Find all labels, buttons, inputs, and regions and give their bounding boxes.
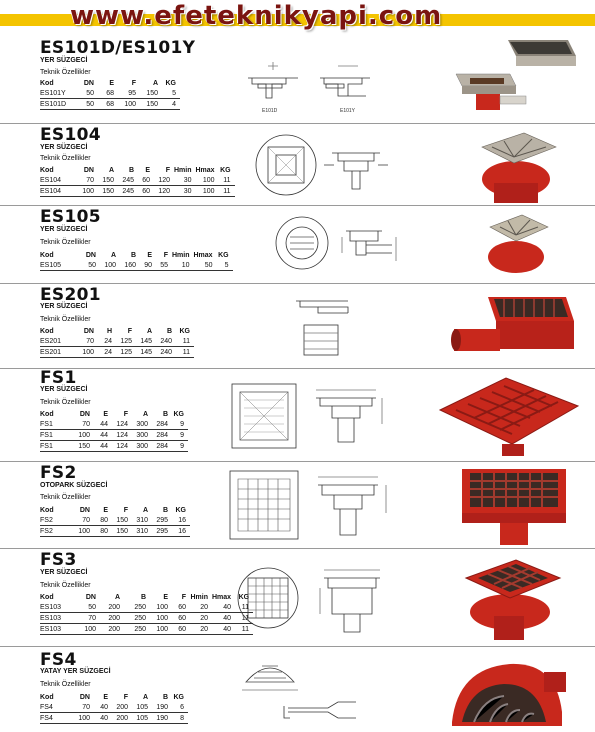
specs-label: Teknik Özellikler (40, 155, 91, 162)
table-cell: 284 (152, 419, 172, 430)
table-cell: FS1 (40, 430, 74, 441)
table-cell: FS2 (40, 515, 74, 526)
table-cell: 250 (124, 624, 150, 635)
col-header: KG (220, 167, 231, 174)
table-row (40, 526, 190, 537)
table-cell: ES101Y (40, 88, 78, 99)
table-cell: 55 (156, 260, 172, 271)
product-section-fs4 (0, 646, 595, 732)
table-cell: 44 (94, 419, 112, 430)
spec-table-header (40, 593, 253, 602)
table-cell: 9 (172, 441, 188, 452)
table-cell: 100 (196, 186, 219, 197)
col-header: KG (173, 411, 184, 418)
table-cell: 250 (124, 613, 150, 624)
spec-table (40, 593, 253, 635)
table-cell: 145 (136, 347, 156, 358)
product-photo (448, 38, 578, 120)
table-cell: 150 (140, 88, 162, 99)
table-row (40, 515, 190, 526)
table-cell: FS4 (40, 713, 74, 724)
col-header: DN (79, 694, 90, 701)
table-row (40, 430, 188, 441)
table-cell: 295 (152, 515, 172, 526)
product-photo (434, 372, 584, 458)
table-row (40, 99, 180, 110)
table-cell: 11 (235, 613, 253, 624)
table-cell: FS1 (40, 441, 74, 452)
specs-label: Teknik Özellikler (40, 681, 91, 688)
col-header: Kod (40, 507, 54, 514)
product-code: FS3 (40, 550, 77, 570)
table-row (40, 624, 253, 635)
table-cell: 11 (219, 186, 235, 197)
col-header: A (142, 507, 148, 514)
table-cell: 60 (172, 602, 190, 613)
table-cell: 190 (152, 713, 172, 724)
col-header: DN (79, 411, 90, 418)
col-header: A (110, 252, 116, 259)
table-cell: 100 (118, 99, 140, 110)
table-cell: 40 (94, 713, 112, 724)
table-cell: 24 (98, 336, 116, 347)
col-header: F (131, 80, 136, 87)
col-header: E (163, 594, 168, 601)
col-header: E (145, 167, 150, 174)
table-cell: 60 (138, 186, 154, 197)
table-cell: 60 (138, 175, 154, 186)
table-cell: 20 (190, 602, 212, 613)
col-header: B (166, 328, 172, 335)
product-section-es104 (0, 123, 595, 205)
table-cell: 150 (74, 441, 94, 452)
table-row (40, 613, 253, 624)
product-section-es101 (0, 38, 595, 123)
page-header (0, 0, 595, 38)
table-cell: 150 (98, 175, 118, 186)
specs-label: Teknik Özellikler (40, 582, 91, 589)
drawing-label: E101Y (340, 108, 356, 114)
table-cell: 100 (100, 260, 120, 271)
table-cell: 95 (118, 88, 140, 99)
table-cell: 150 (112, 526, 132, 537)
table-cell: 145 (136, 336, 156, 347)
table-cell: 70 (74, 419, 94, 430)
table-cell: 11 (219, 175, 235, 186)
table-cell: 40 (212, 613, 235, 624)
table-cell: 105 (132, 713, 152, 724)
table-cell: 8 (172, 713, 188, 724)
table-cell: 70 (78, 175, 98, 186)
table-cell: 60 (172, 624, 190, 635)
section-divider (0, 368, 595, 369)
col-header: Kod (40, 328, 54, 335)
table-cell: 16 (172, 526, 190, 537)
spec-table-header (40, 410, 188, 419)
section-divider (0, 646, 595, 647)
col-header: Kod (40, 252, 54, 259)
col-header: KG (175, 507, 186, 514)
product-code: ES105 (40, 207, 101, 227)
col-header: F (123, 694, 128, 701)
table-cell: 295 (152, 526, 172, 537)
table-cell: 245 (118, 186, 138, 197)
spec-table-header (40, 506, 190, 515)
table-cell: 16 (172, 515, 190, 526)
table-cell: 125 (116, 336, 136, 347)
col-header: Kod (40, 694, 54, 701)
table-cell: 310 (132, 526, 152, 537)
table-cell: 60 (172, 613, 190, 624)
col-header: A (142, 411, 148, 418)
table-cell: 80 (94, 526, 112, 537)
table-cell: 200 (100, 613, 124, 624)
table-cell: 50 (78, 88, 98, 99)
table-cell: 100 (74, 713, 94, 724)
table-cell: ES103 (40, 613, 80, 624)
table-cell: 9 (172, 430, 188, 441)
col-header: F (181, 594, 186, 601)
spec-table (40, 79, 180, 110)
col-header: DN (83, 167, 94, 174)
col-header: Kod (40, 167, 54, 174)
table-cell: 100 (150, 602, 172, 613)
product-subtitle: OTOPARK SÜZGECİ (40, 482, 108, 489)
spec-table (40, 327, 194, 358)
table-cell: 9 (172, 419, 188, 430)
col-header: Hmax (195, 167, 215, 174)
col-header: E (103, 507, 108, 514)
table-cell: 100 (150, 624, 172, 635)
table-row (40, 441, 188, 452)
col-header: A (152, 80, 158, 87)
product-photo (444, 652, 574, 732)
specs-label: Teknik Özellikler (40, 316, 91, 323)
table-cell: 124 (112, 441, 132, 452)
technical-drawing (236, 560, 396, 642)
table-cell: 120 (154, 175, 174, 186)
table-row (40, 713, 188, 724)
col-header: B (162, 411, 168, 418)
spec-table (40, 251, 233, 271)
product-subtitle: YER SÜZGECİ (40, 303, 88, 310)
table-cell: 100 (74, 526, 94, 537)
table-cell: 5 (162, 88, 180, 99)
table-cell: 11 (235, 602, 253, 613)
table-cell: 6 (172, 702, 188, 713)
table-cell: 300 (132, 441, 152, 452)
col-header: F (127, 328, 132, 335)
table-cell: 70 (74, 702, 94, 713)
product-section-fs2 (0, 461, 595, 548)
col-header: H (106, 328, 112, 335)
product-subtitle: YER SÜZGECİ (40, 386, 88, 393)
col-header: Kod (40, 411, 54, 418)
product-section-fs3 (0, 548, 595, 646)
table-cell: 44 (94, 430, 112, 441)
product-subtitle: YATAY YER SÜZGECİ (40, 668, 111, 675)
website-url[interactable]: www.efeteknikyapi.com (70, 1, 443, 31)
product-subtitle: YER SÜZGECİ (40, 144, 88, 151)
table-cell: ES104 (40, 186, 78, 197)
section-divider (0, 123, 595, 124)
col-header: DN (83, 80, 94, 87)
table-cell: 11 (176, 347, 194, 358)
table-cell: 124 (112, 430, 132, 441)
col-header: DN (85, 252, 96, 259)
section-divider (0, 205, 595, 206)
col-header: F (123, 411, 128, 418)
product-photo (452, 552, 572, 644)
product-section-es201 (0, 283, 595, 368)
table-cell: 200 (112, 713, 132, 724)
col-header: KG (238, 594, 250, 601)
table-cell: 70 (80, 613, 100, 624)
col-header: E (147, 252, 152, 259)
table-cell: 30 (174, 175, 196, 186)
table-cell: 245 (118, 175, 138, 186)
table-cell: 125 (116, 347, 136, 358)
product-section-es105 (0, 205, 595, 283)
spec-table-header (40, 166, 235, 175)
spec-table (40, 410, 188, 452)
table-row (40, 260, 233, 271)
table-cell: 100 (78, 347, 98, 358)
table-cell: 11 (235, 624, 253, 635)
col-header: B (162, 694, 168, 701)
table-cell: 100 (150, 613, 172, 624)
product-subtitle: YER SÜZGECİ (40, 569, 88, 576)
table-cell: 50 (78, 99, 98, 110)
table-cell: ES105 (40, 260, 80, 271)
col-header: DN (83, 328, 94, 335)
table-cell: 250 (124, 602, 150, 613)
product-code: FS1 (40, 368, 77, 388)
table-cell: 100 (196, 175, 219, 186)
col-header: F (165, 167, 170, 174)
table-row (40, 186, 235, 197)
col-header: B (130, 252, 136, 259)
col-header: E (103, 411, 108, 418)
table-cell: 4 (162, 99, 180, 110)
technical-drawing (290, 289, 380, 361)
table-row (40, 175, 235, 186)
table-cell: ES201 (40, 347, 78, 358)
table-cell: 124 (112, 419, 132, 430)
table-cell: 50 (80, 602, 100, 613)
table-cell: ES103 (40, 602, 80, 613)
table-cell: 150 (140, 99, 162, 110)
spec-table-header (40, 693, 188, 702)
col-header: Kod (40, 80, 54, 87)
col-header: A (146, 328, 152, 335)
col-header: Hmax (193, 252, 213, 259)
table-cell: 240 (156, 347, 176, 358)
technical-drawing (240, 652, 370, 728)
table-row (40, 347, 194, 358)
spec-table (40, 166, 235, 197)
table-cell: 100 (80, 624, 100, 635)
table-cell: 5 (217, 260, 233, 271)
col-header: A (114, 594, 120, 601)
drawing-label: E101D (262, 108, 278, 114)
spec-table (40, 693, 188, 724)
product-section-fs1 (0, 368, 595, 461)
table-cell: 100 (78, 186, 98, 197)
technical-drawing (240, 56, 390, 116)
col-header: A (108, 167, 114, 174)
col-header: Hmax (212, 594, 232, 601)
specs-label: Teknik Özellikler (40, 239, 91, 246)
section-divider (0, 461, 595, 462)
col-header: Hmin (190, 594, 208, 601)
spec-table-header (40, 327, 194, 336)
table-cell: 200 (100, 624, 124, 635)
table-cell: 50 (80, 260, 100, 271)
table-cell: 80 (94, 515, 112, 526)
table-cell: 300 (132, 419, 152, 430)
product-photo (448, 463, 578, 547)
table-cell: ES103 (40, 624, 80, 635)
product-code: FS2 (40, 463, 77, 483)
col-header: Kod (40, 594, 54, 601)
table-cell: 150 (112, 515, 132, 526)
table-row (40, 602, 253, 613)
table-cell: FS2 (40, 526, 74, 537)
specs-label: Teknik Özellikler (40, 494, 91, 501)
col-header: E (109, 80, 114, 87)
col-header: Hmin (174, 167, 192, 174)
section-divider (0, 283, 595, 284)
col-header: DN (79, 507, 90, 514)
product-code: ES104 (40, 125, 101, 145)
section-divider (0, 548, 595, 549)
table-cell: 105 (132, 702, 152, 713)
table-cell: 40 (94, 702, 112, 713)
table-row (40, 88, 180, 99)
col-header: E (103, 694, 108, 701)
table-cell: 70 (78, 336, 98, 347)
product-code: ES101D/ES101Y (40, 38, 196, 58)
specs-label: Teknik Özellikler (40, 69, 91, 76)
technical-drawing (272, 211, 412, 279)
table-cell: 44 (94, 441, 112, 452)
table-cell: 68 (98, 88, 118, 99)
table-cell: FS4 (40, 702, 74, 713)
table-cell: 190 (152, 702, 172, 713)
col-header: F (123, 507, 128, 514)
table-cell: 70 (74, 515, 94, 526)
table-cell: 200 (100, 602, 124, 613)
table-cell: FS1 (40, 419, 74, 430)
table-cell: 310 (132, 515, 152, 526)
col-header: KG (179, 328, 190, 335)
technical-drawing (228, 380, 418, 456)
table-cell: 284 (152, 430, 172, 441)
table-cell: 24 (98, 347, 116, 358)
specs-label: Teknik Özellikler (40, 399, 91, 406)
product-subtitle: YER SÜZGECİ (40, 226, 88, 233)
spec-table-header (40, 79, 180, 88)
table-cell: 40 (212, 602, 235, 613)
table-row (40, 336, 194, 347)
spec-table-header (40, 251, 233, 260)
table-cell: 150 (98, 186, 118, 197)
product-subtitle: YER SÜZGECİ (40, 57, 88, 64)
table-cell: 120 (154, 186, 174, 197)
table-cell: 20 (190, 613, 212, 624)
col-header: KG (173, 694, 184, 701)
col-header: KG (165, 80, 176, 87)
product-photo (448, 293, 578, 365)
table-cell: 10 (172, 260, 194, 271)
col-header: F (163, 252, 168, 259)
col-header: B (128, 167, 134, 174)
table-cell: 30 (174, 186, 196, 197)
table-cell: 40 (212, 624, 235, 635)
product-code: FS4 (40, 650, 77, 670)
spec-table (40, 506, 190, 537)
table-cell: ES101D (40, 99, 78, 110)
table-cell: 50 (194, 260, 217, 271)
table-cell: 90 (140, 260, 156, 271)
table-cell: 68 (98, 99, 118, 110)
table-cell: ES201 (40, 336, 78, 347)
col-header: B (140, 594, 146, 601)
col-header: KG (218, 252, 229, 259)
table-cell: 200 (112, 702, 132, 713)
col-header: A (142, 694, 148, 701)
table-cell: 284 (152, 441, 172, 452)
col-header: DN (85, 594, 96, 601)
table-cell: 160 (120, 260, 140, 271)
col-header: Hmin (172, 252, 190, 259)
table-cell: ES104 (40, 175, 78, 186)
table-cell: 20 (190, 624, 212, 635)
table-cell: 240 (156, 336, 176, 347)
table-cell: 300 (132, 430, 152, 441)
table-row (40, 419, 188, 430)
table-cell: 100 (74, 430, 94, 441)
product-photo (478, 209, 558, 279)
product-code: ES201 (40, 285, 101, 305)
col-header: B (162, 507, 168, 514)
technical-drawing (226, 467, 416, 545)
table-row (40, 702, 188, 713)
table-cell: 11 (176, 336, 194, 347)
product-photo (468, 127, 568, 205)
technical-drawing (252, 131, 402, 199)
